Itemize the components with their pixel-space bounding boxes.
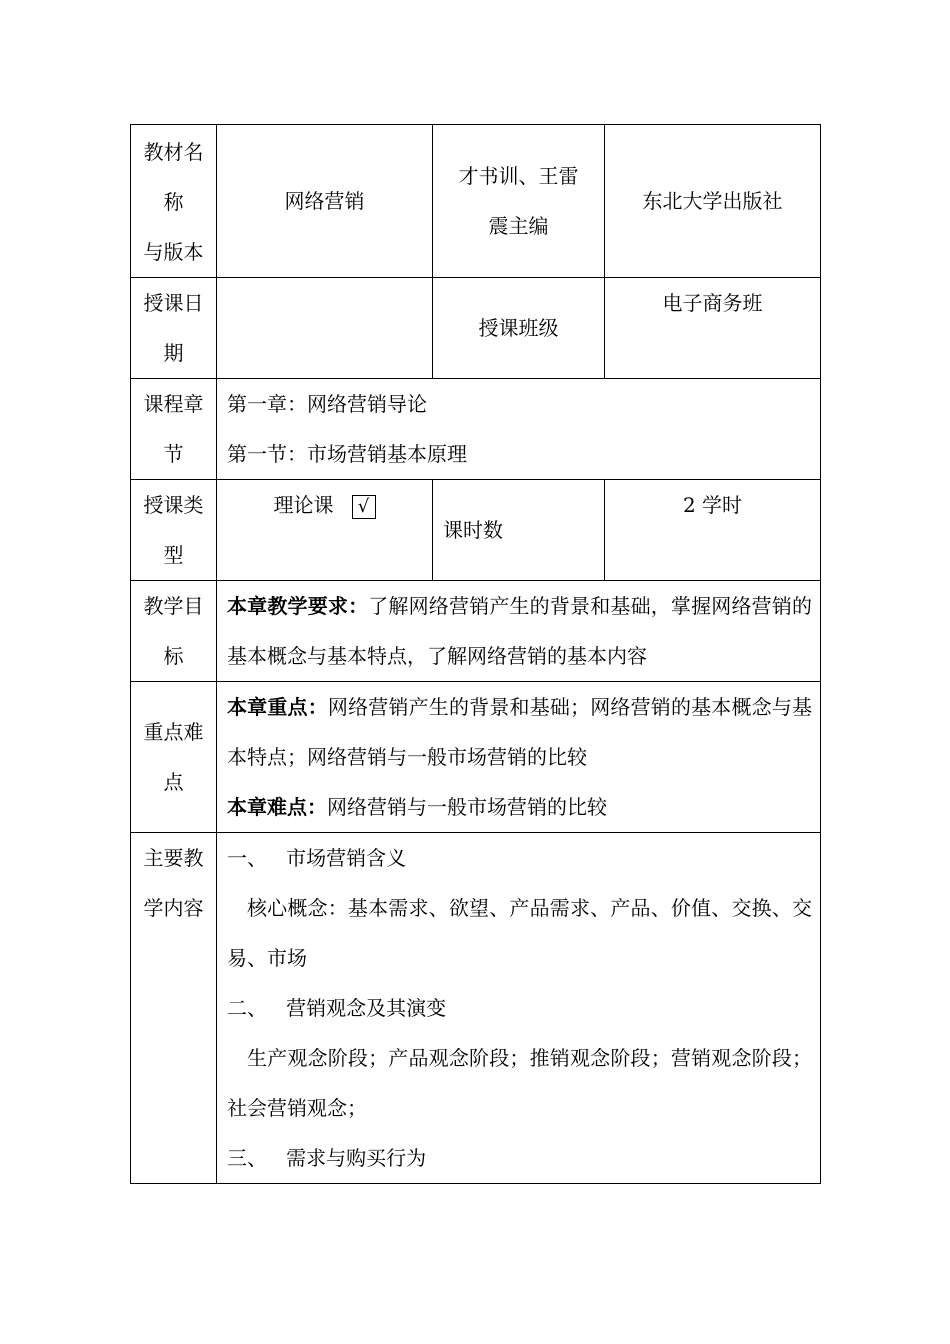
row-date bbox=[131, 278, 821, 379]
label-line: 主要教 bbox=[143, 846, 204, 870]
chapter-content bbox=[217, 379, 821, 480]
class-label: 授课班级 bbox=[433, 278, 605, 379]
goal-text: 了解网络营销产生的背景和基础，掌握网络营销的基本概念与基本特点，了解网络营销的基本内容 bbox=[227, 594, 812, 668]
key-points-label bbox=[131, 682, 217, 833]
hours-label: 课时数 bbox=[433, 480, 605, 581]
content-paragraph-1: 核心概念：基本需求、欲望、产品需求、产品、价值、交换、交易、市场 bbox=[227, 896, 812, 970]
label-line: 与版本 bbox=[143, 240, 204, 264]
course-type-cell bbox=[217, 480, 433, 581]
textbook-label bbox=[131, 125, 217, 278]
label-line: 标 bbox=[163, 644, 184, 668]
hours-value: 2 学时 bbox=[605, 480, 821, 581]
content-paragraph-2: 生产观念阶段；产品观念阶段；推销观念阶段；营销观念阶段；社会营销观念； bbox=[227, 1046, 812, 1120]
label-line: 称 bbox=[163, 190, 184, 214]
editors-line: 才书训、王雷 bbox=[458, 164, 579, 188]
content-label bbox=[131, 833, 217, 1184]
main-content bbox=[217, 833, 821, 1184]
course-type: 理论课 bbox=[273, 493, 334, 517]
content-heading-3: 三、 需求与购买行为 bbox=[227, 1146, 427, 1170]
label-line: 授课日 bbox=[143, 291, 204, 315]
row-goal bbox=[131, 581, 821, 682]
row-content bbox=[131, 833, 821, 1184]
key-text: 网络营销产生的背景和基础；网络营销的基本概念与基本特点；网络营销与一般市场营销的比较 bbox=[227, 695, 813, 769]
goal-label bbox=[131, 581, 217, 682]
textbook-editors bbox=[433, 125, 605, 278]
key-heading: 本章重点： bbox=[227, 695, 328, 719]
label-line: 教学目 bbox=[143, 594, 204, 618]
key-paragraph bbox=[227, 682, 812, 782]
label-line: 期 bbox=[163, 341, 184, 365]
hard-heading: 本章难点： bbox=[227, 795, 327, 819]
date-label bbox=[131, 278, 217, 379]
textbook-name: 网络营销 bbox=[217, 125, 433, 278]
lesson-plan-table bbox=[130, 124, 821, 1184]
chapter-line: 第一章：网络营销导论 bbox=[227, 392, 427, 416]
label-line: 课程章 bbox=[143, 392, 204, 416]
class-value: 电子商务班 bbox=[605, 278, 821, 379]
label-line: 型 bbox=[163, 543, 184, 567]
label-line: 授课类 bbox=[143, 493, 204, 517]
textbook-publisher: 东北大学出版社 bbox=[605, 125, 821, 278]
row-textbook bbox=[131, 125, 821, 278]
goal-content bbox=[217, 581, 821, 682]
row-key-points bbox=[131, 682, 821, 833]
row-type bbox=[131, 480, 821, 581]
type-label bbox=[131, 480, 217, 581]
hard-paragraph bbox=[227, 782, 812, 832]
label-line: 节 bbox=[163, 442, 184, 466]
chapter-label bbox=[131, 379, 217, 480]
hard-text: 网络营销与一般市场营销的比较 bbox=[327, 795, 607, 819]
content-heading-1: 一、 市场营销含义 bbox=[227, 846, 407, 870]
editors-line: 震主编 bbox=[488, 214, 549, 238]
key-points-content bbox=[217, 682, 821, 833]
content-heading-2: 二、 营销观念及其演变 bbox=[227, 996, 447, 1020]
label-line: 重点难 bbox=[143, 720, 204, 744]
section-line: 第一节：市场营销基本原理 bbox=[227, 442, 467, 466]
check-mark-icon: √ bbox=[352, 495, 376, 519]
label-line: 教材名 bbox=[143, 140, 204, 164]
label-line: 点 bbox=[163, 770, 184, 794]
goal-heading: 本章教学要求： bbox=[227, 594, 369, 618]
row-chapter bbox=[131, 379, 821, 480]
label-line: 学内容 bbox=[143, 896, 204, 920]
date-value bbox=[217, 278, 433, 379]
